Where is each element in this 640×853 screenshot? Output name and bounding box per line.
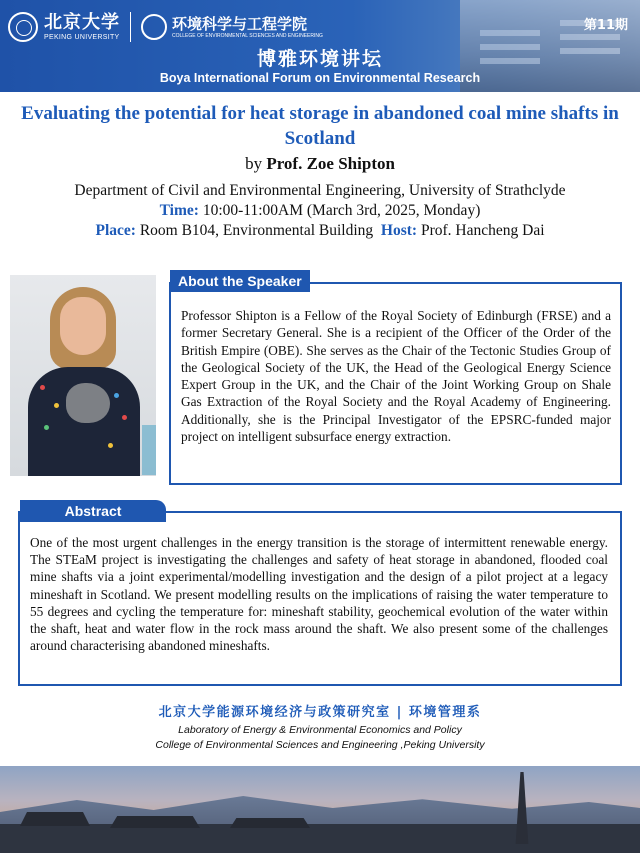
speaker-name: Prof. Zoe Shipton: [266, 154, 395, 173]
host-value: Prof. Hancheng Dai: [420, 222, 545, 239]
place-host-line: [0, 221, 640, 241]
university-name-en: PEKING UNIVERSITY: [44, 33, 120, 41]
forum-name-cn: 博雅环境讲坛: [256, 48, 383, 70]
issue-number: 第11期: [583, 18, 628, 33]
about-speaker-heading: About the Speaker: [170, 270, 310, 292]
college-seal-icon: [141, 14, 167, 40]
forum-name-en: Boya International Forum on Environmental Research: [159, 71, 481, 85]
by-label: by: [245, 154, 263, 173]
college-wordmark: [172, 15, 323, 40]
speaker-line: [0, 154, 640, 174]
pku-wordmark: [44, 13, 120, 42]
college-name-en: COLLEGE OF ENVIRONMENTAL SCIENCES AND ENGINEERING: [172, 32, 323, 39]
college-name-footer: College of Environmental Sciences and Engineering ,Peking University: [155, 739, 485, 751]
lab-name-en: Laboratory of Energy & Environmental Economics and Policy: [178, 724, 462, 736]
logo-row: [8, 9, 323, 45]
header-banner: [0, 0, 640, 92]
lab-name-cn: 北京大学能源环境经济与政策研究室 | 环境管理系: [158, 705, 482, 720]
speaker-photo: [10, 275, 156, 476]
abstract-text: One of the most urgent challenges in the energy transition is the storage of intermittent renewable energy. The STEaM project is investigating the challenges and safety of heat storage in abandoned, flooded coal mine shafts via a joint experimental/modelling investigation and the design of a pilot project at a legacy mineshaft in Scotland. We present modelling results on the implications of raising the water temperature to 55 degrees and cycling the temperature for: mineshaft stability, geochemical evolution of the water within the shaft, heat and water flow in the rock mass around the shaft. We also present some of the challenges around characterising abandoned mineshafts.: [30, 535, 608, 654]
place-label: Place:: [95, 222, 136, 239]
university-name-cn: 北京大学: [44, 11, 120, 33]
department: Department of Civil and Environmental Engineering, University of Strathclyde: [74, 182, 566, 199]
place-value: Room B104, Environmental Building: [139, 222, 374, 239]
pku-seal-icon: [8, 12, 38, 42]
talk-title: Evaluating the potential for heat storage in abandoned coal mine shafts in Scotland: [21, 103, 619, 149]
rock-sample: [66, 383, 110, 423]
time-value: 10:00-11:00AM (March 3rd, 2025, Monday): [202, 202, 481, 219]
time-line: [0, 201, 640, 221]
host-label: Host:: [380, 222, 418, 239]
abstract-heading: Abstract: [20, 500, 166, 522]
college-name-cn: 环境科学与工程学院: [172, 14, 308, 33]
speaker-bio: Professor Shipton is a Fellow of the Royal Society of Edinburgh (FRSE) and a former Secretary General. She is a recipient of the Officer of the Order of the British Empire (OBE). She serves as the Chair of the Tectonic Studies Group of the Geological Society of the UK, the Head of the Geological Energy Science Expert Group in the UK, and the Chair of the Joint Working Group on Shale Gas Extraction of the Royal Society and the Royal Academy of Engineering. Additionally, she is the Principal Investigator of the EPSRC-funded major project on intelligent subsurface energy extraction.: [181, 308, 611, 445]
campus-scenery-photo: [0, 766, 640, 853]
time-label: Time:: [159, 202, 199, 219]
logo-divider: [130, 12, 131, 42]
